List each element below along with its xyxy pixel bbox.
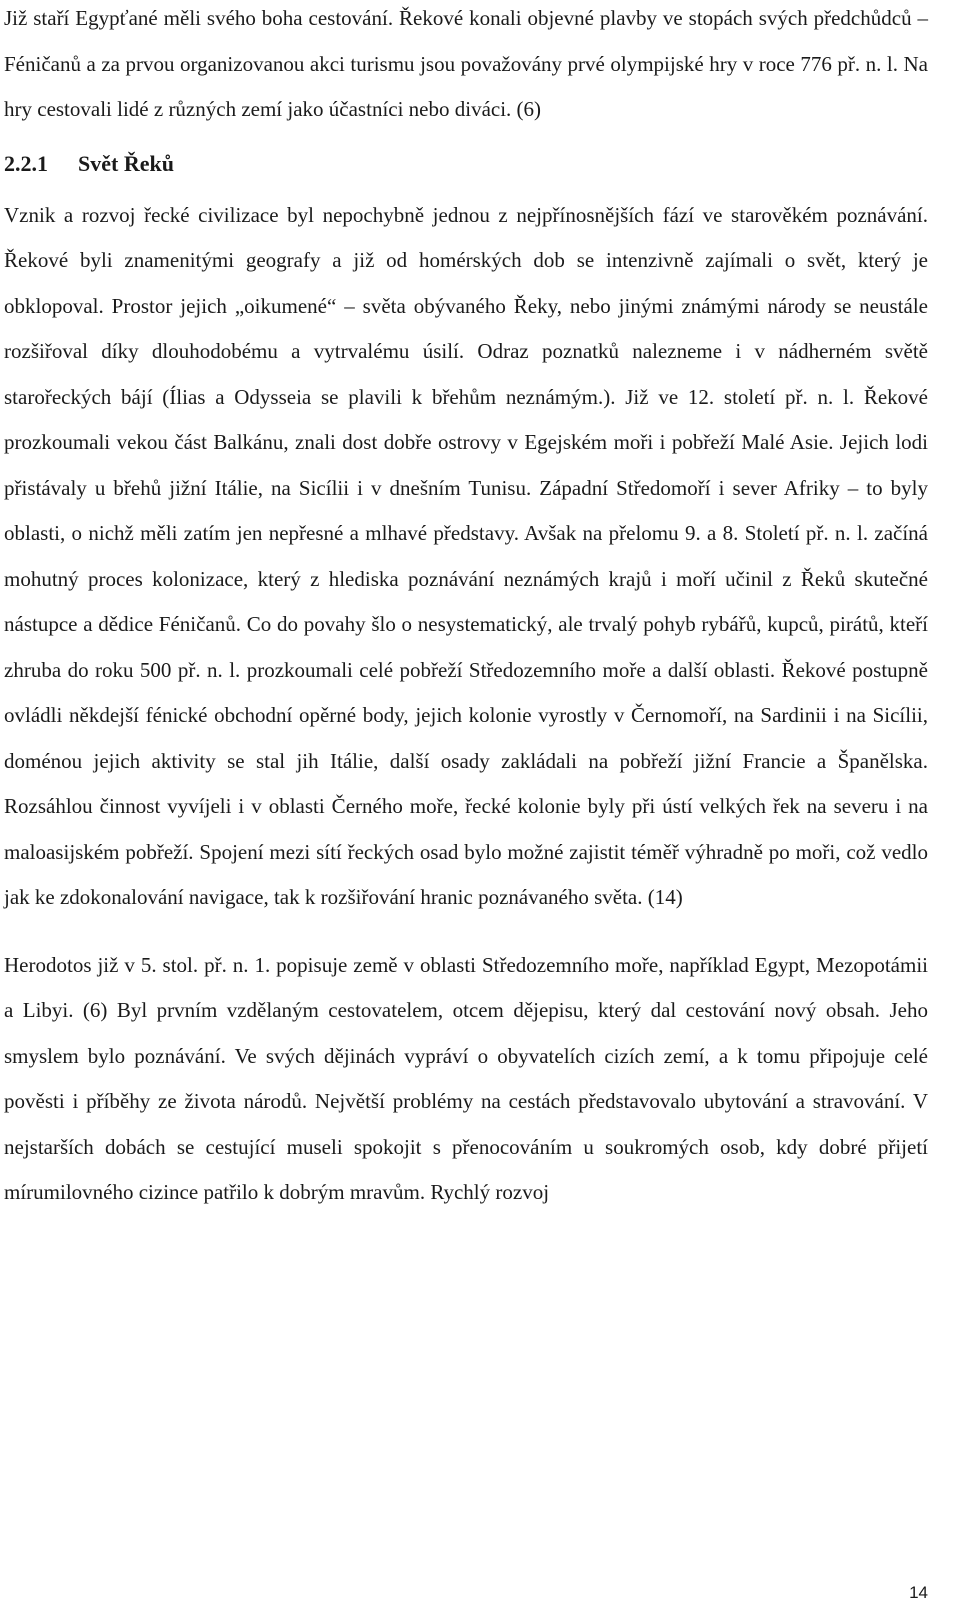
page-number: 14	[909, 1583, 928, 1602]
section-heading	[4, 149, 928, 179]
paragraph-intro: Již staří Egypťané měli svého boha cestování. Řekové konali objevné plavby ve stopách svých předchůdců – Féničanů a za prvou organizovanou akci turismu jsou považovány prvé olympijské hry v roce 776 př. n. l. Na hry cestovali lidé z různých zemí jako účastníci nebo diváci. (6)	[4, 6, 928, 121]
section-number: 2.2.1	[4, 150, 48, 176]
paragraph-greeks: Vznik a rozvoj řecké civilizace byl nepochybně jednou z nejpřínosnějších fází ve starověkém poznávání. Řekové byli znamenitými geografy a již od homérských dob se intenzivně zajímali o svět, který je obklopoval. Prostor jejich „oikumené“ – světa obývaného Řeky, nebo jinými známými národy se neustále rozšiřoval díky dlouhodobému a vytrvalému úsilí. Odraz poznatků nalezneme i v nádherném světě starořeckých bájí (Ílias a Odysseia se plavili k břehům neznámým.). Již ve 12. století př. n. l. Řekové prozkoumali vekou část Balkánu, znali dost dobře ostrovy v Egejském moři i pobřeží Malé Asie. Jejich lodi přistávaly u břehů jižní Itálie, na Sicílii i v dnešním Tunisu. Západní Středomoří i sever Afriky – to byly oblasti, o nichž měli zatím jen nepřesné a mlhavé představy. Avšak na přelomu 9. a 8. Století př. n. l. začíná mohutný proces kolonizace, který z hlediska poznávání neznámých krajů i moří učinil z Řeků skutečné nástupce a dědice Féničanů. Co do povahy šlo o nesystematický, ale trvalý pohyb rybářů, kupců, pirátů, kteří zhruba do roku 500 př. n. l. prozkoumali celé pobřeží Středozemního moře a další oblasti. Řekové postupně ovládli někdejší fénické obchodní opěrné body, jejich kolonie vyrostly v Černomoří, na Sardinii i na Sicílii, doménou jejich aktivity se stal jih Itálie, další osady zakládali na pobřeží jižní Francie a Španělska. Rozsáhlou činnost vyvíjeli i v oblasti Černého moře, řecké kolonie byly při ústí velkých řek na severu i na maloasijském pobřeží. Spojení mezi sítí řeckých osad bylo možné zajistit téměř výhradně po moři, což vedlo jak ke zdokonalování navigace, tak k rozšiřování hranic poznávaného světa. (14)	[4, 202, 928, 909]
section-title: Svět Řeků	[78, 150, 174, 176]
document-page	[4, 0, 928, 1216]
paragraph-herodotos: Herodotos již v 5. stol. př. n. 1. popisuje země v oblasti Středozemního moře, například Egypt, Mezopotámii a Libyi. (6) Byl prvním vzdělaným cestovatelem, otcem dějepisu, který dal cestování nový obsah. Jeho smyslem bylo poznávání. Ve svých dějinách vypráví o obyvatelích cizích zemí, a k tomu připojuje celé pověsti i příběhy ze života národů. Největší problémy na cestách představovalo ubytování a stravování. V nejstarších dobách se cestující museli spokojit s přenocováním u soukromých osob, kdy dobré přijetí mírumilovného cizince patřilo k dobrým mravům. Rychlý rozvoj	[4, 952, 928, 1204]
